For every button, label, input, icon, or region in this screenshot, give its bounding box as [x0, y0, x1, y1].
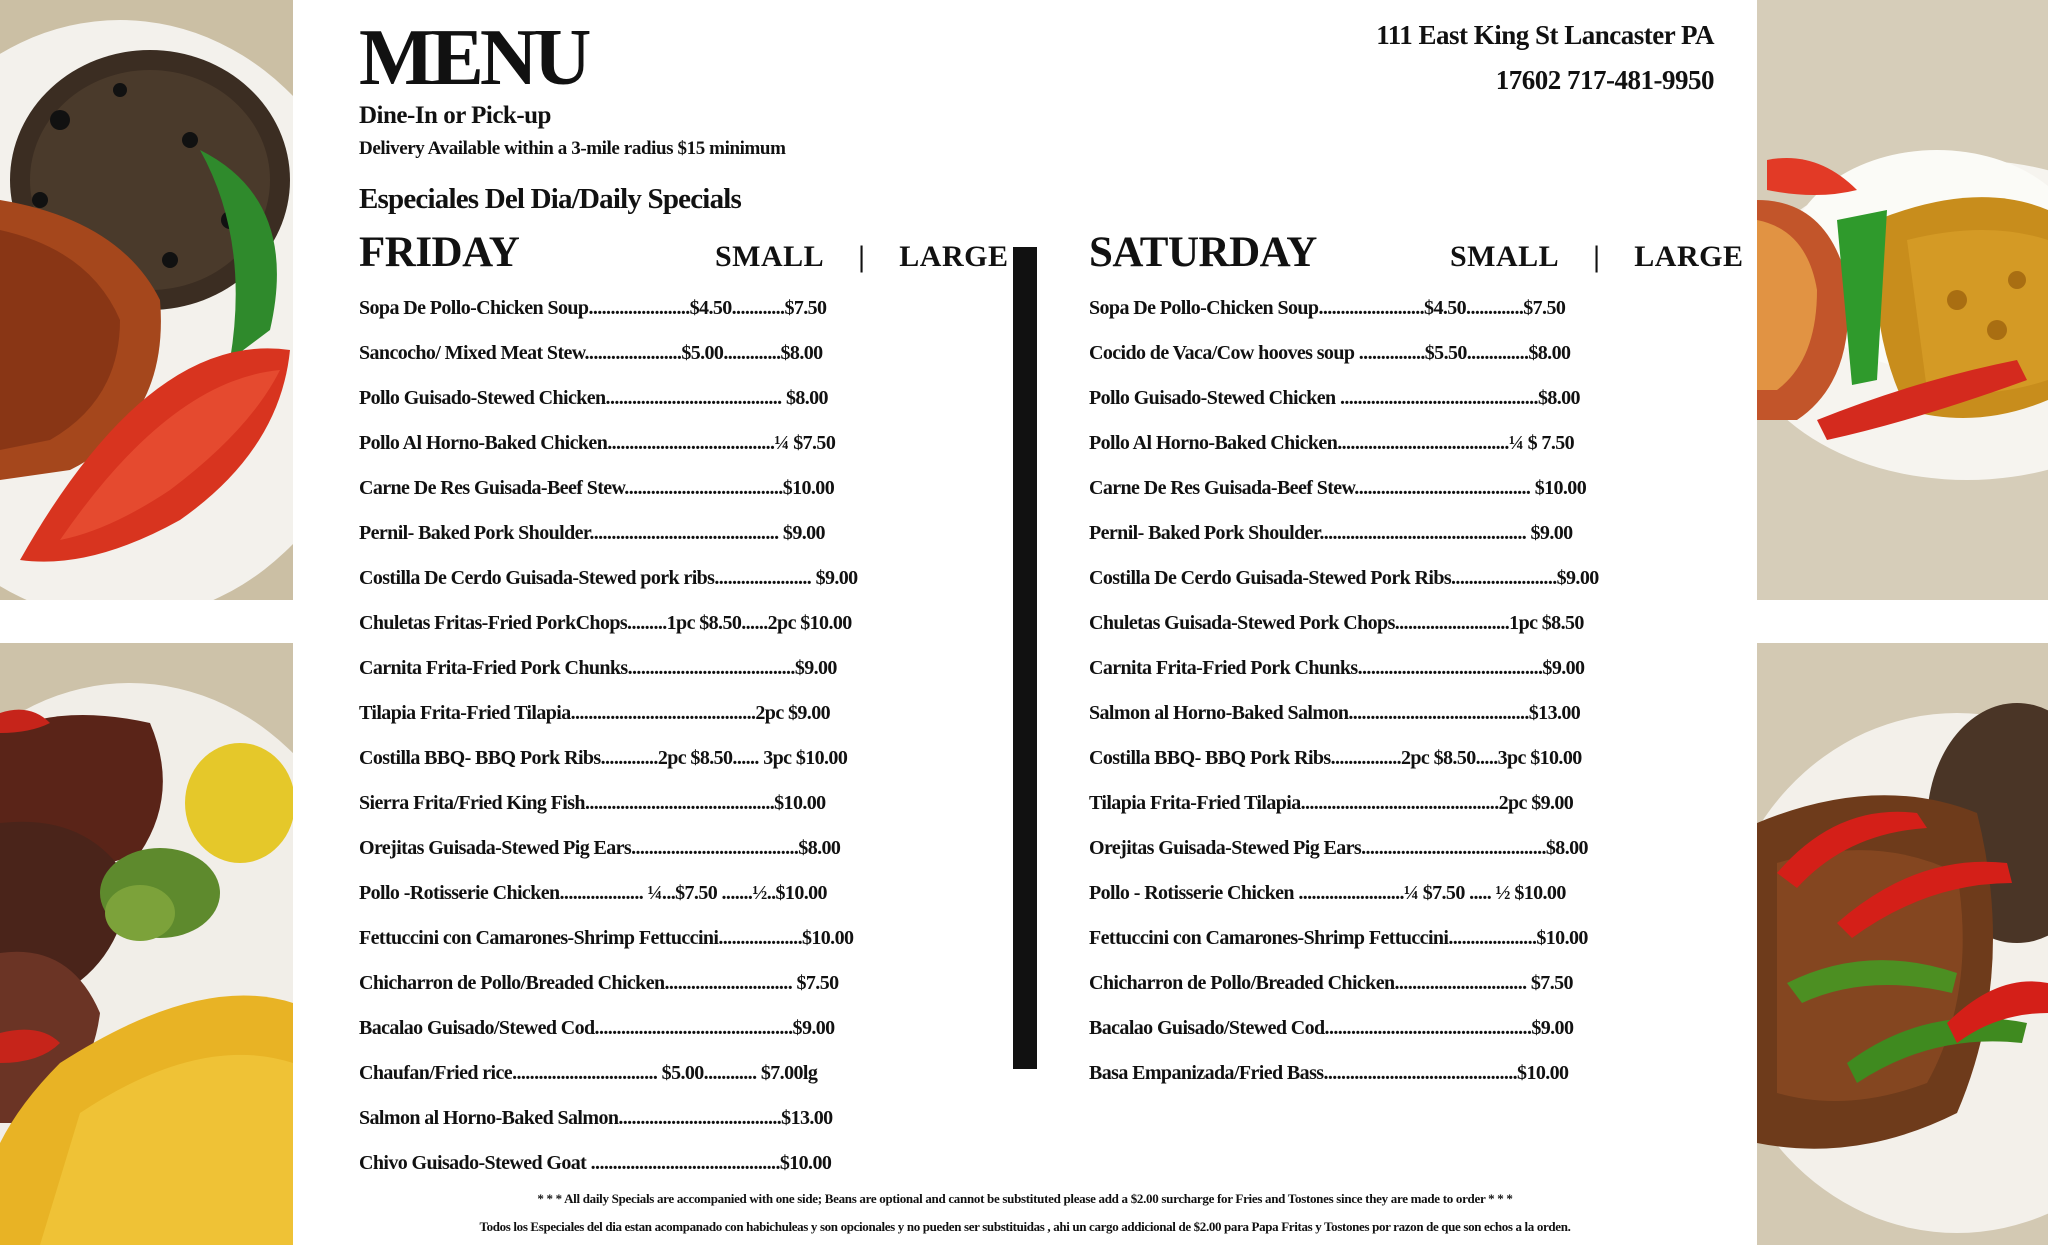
friday-size-separator: |	[858, 240, 866, 273]
menu-panel	[293, 0, 1757, 1245]
saturday-menu-item: Carne De Res Guisada-Beef Stew........................................ $10.00	[1089, 477, 1587, 499]
friday-menu-item: Chaufan/Fried rice................................. $5.00............ $7.00lg	[359, 1062, 818, 1084]
footer-note-english: * * * All daily Specials are accompanied with one side; Beans are optional and cannot be substituted please add a $2.00 surcharge for Fries and Tostones since they are made to order * * *	[537, 1191, 1513, 1206]
friday-menu-item: Sopa De Pollo-Chicken Soup.......................$4.50............$7.50	[359, 297, 827, 319]
friday-menu-item: Pollo Guisado-Stewed Chicken........................................ $8.00	[359, 387, 828, 409]
friday-menu-item: Carne De Res Guisada-Beef Stew....................................$10.00	[359, 477, 835, 499]
food-photo-bottom-right	[1757, 643, 2048, 1245]
saturday-menu-item: Chicharron de Pollo/Breaded Chicken.............................. $7.50	[1089, 972, 1573, 994]
friday-menu-item: Fettuccini con Camarones-Shrimp Fettuccini...................$10.00	[359, 927, 854, 949]
food-photo-top-left	[0, 0, 293, 600]
saturday-menu-item: Bacalao Guisado/Stewed Cod...............................................$9.00	[1089, 1017, 1574, 1039]
menu-title: MENU	[359, 14, 588, 102]
food-photo-bottom-left	[0, 643, 293, 1245]
address-line-2: 17602 717-481-9950	[1495, 65, 1714, 95]
saturday-menu-item: Costilla De Cerdo Guisada-Stewed Pork Ribs........................$9.00	[1089, 567, 1599, 589]
friday-menu-item: Bacalao Guisado/Stewed Cod.............................................$9.00	[359, 1017, 835, 1039]
saturday-menu-item: Pollo - Rotisserie Chicken ........................¼ $7.50 ..... ½ $10.00	[1089, 882, 1566, 904]
saturday-heading: SATURDAY	[1089, 229, 1317, 276]
friday-large-label: LARGE	[899, 240, 1009, 273]
saturday-menu-item: Pernil- Baked Pork Shoulder............................................... $9.00	[1089, 522, 1573, 544]
delivery-info: Delivery Available within a 3-mile radius $15 minimum	[359, 138, 786, 159]
saturday-menu-item: Pollo Guisado-Stewed Chicken .............................................$8.00	[1089, 387, 1580, 409]
friday-menu-item: Sancocho/ Mixed Meat Stew......................$5.00.............$8.00	[359, 342, 823, 364]
saturday-menu-item: Sopa De Pollo-Chicken Soup........................$4.50.............$7.50	[1089, 297, 1566, 319]
friday-menu-item: Chicharron de Pollo/Breaded Chicken............................. $7.50	[359, 972, 839, 994]
friday-menu-item: Chuletas Fritas-Fried PorkChops.........1pc $8.50......2pc $10.00	[359, 612, 852, 634]
friday-menu-item: Sierra Frita/Fried King Fish...........................................$10.00	[359, 792, 826, 814]
food-photo-top-right	[1757, 0, 2048, 600]
address-line-1: 111 East King St Lancaster PA	[1376, 20, 1714, 50]
saturday-small-label: SMALL	[1450, 240, 1560, 273]
friday-menu-item: Orejitas Guisada-Stewed Pig Ears......................................$8.00	[359, 837, 841, 859]
saturday-menu-item: Orejitas Guisada-Stewed Pig Ears..........................................$8.00	[1089, 837, 1588, 859]
saturday-menu-item: Tilapia Frita-Fried Tilapia.............................................2pc $9.00	[1089, 792, 1574, 814]
saturday-menu-item: Carnita Frita-Fried Pork Chunks..........................................$9.00	[1089, 657, 1585, 679]
saturday-large-label: LARGE	[1634, 240, 1744, 273]
column-divider	[1013, 247, 1037, 1069]
saturday-menu-item: Fettuccini con Camarones-Shrimp Fettuccini....................$10.00	[1089, 927, 1588, 949]
friday-menu-item: Pernil- Baked Pork Shoulder........................................... $9.00	[359, 522, 825, 544]
friday-menu-item: Salmon al Horno-Baked Salmon.....................................$13.00	[359, 1107, 833, 1129]
service-options: Dine-In or Pick-up	[359, 102, 551, 129]
friday-menu-item: Pollo -Rotisserie Chicken................... ¼...$7.50 .......½..$10.00	[359, 882, 827, 904]
friday-menu-item: Tilapia Frita-Fried Tilapia..........................................2pc $9.00	[359, 702, 831, 724]
friday-item-list	[359, 291, 858, 1191]
saturday-menu-item: Basa Empanizada/Fried Bass............................................$10.00	[1089, 1062, 1569, 1084]
friday-menu-item: Carnita Frita-Fried Pork Chunks......................................$9.00	[359, 657, 837, 679]
saturday-size-separator: |	[1593, 240, 1601, 273]
saturday-menu-item: Pollo Al Horno-Baked Chicken.......................................¼ $ 7.50	[1089, 432, 1575, 454]
friday-size-labels	[715, 240, 1008, 274]
saturday-size-labels	[1450, 240, 1743, 274]
saturday-menu-item: Salmon al Horno-Baked Salmon.........................................$13.00	[1089, 702, 1581, 724]
friday-small-label: SMALL	[715, 240, 825, 273]
friday-menu-item: Chivo Guisado-Stewed Goat ...........................................$10.00	[359, 1152, 832, 1174]
saturday-menu-item: Costilla BBQ- BBQ Pork Ribs................2pc $8.50.....3pc $10.00	[1089, 747, 1582, 769]
saturday-menu-item: Chuletas Guisada-Stewed Pork Chops..........................1pc $8.50	[1089, 612, 1584, 634]
saturday-item-list	[1089, 291, 1599, 1101]
footer-note-spanish: Todos los Especiales del dia estan acompanado con habichuleas y son opcionales y no pueden ser substituidas , ahi un cargo addicional de $2.00 para Papa Fritas y Tostones por razon de que son echos a la orden.	[479, 1219, 1571, 1234]
saturday-menu-item: Cocido de Vaca/Cow hooves soup ...............$5.50..............$8.00	[1089, 342, 1571, 364]
friday-heading: FRIDAY	[359, 229, 520, 276]
friday-menu-item: Pollo Al Horno-Baked Chicken......................................¼ $7.50	[359, 432, 836, 454]
friday-menu-item: Costilla De Cerdo Guisada-Stewed pork ribs...................... $9.00	[359, 567, 858, 589]
specials-heading: Especiales Del Dia/Daily Specials	[359, 183, 742, 215]
friday-menu-item: Costilla BBQ- BBQ Pork Ribs.............2pc $8.50...... 3pc $10.00	[359, 747, 848, 769]
